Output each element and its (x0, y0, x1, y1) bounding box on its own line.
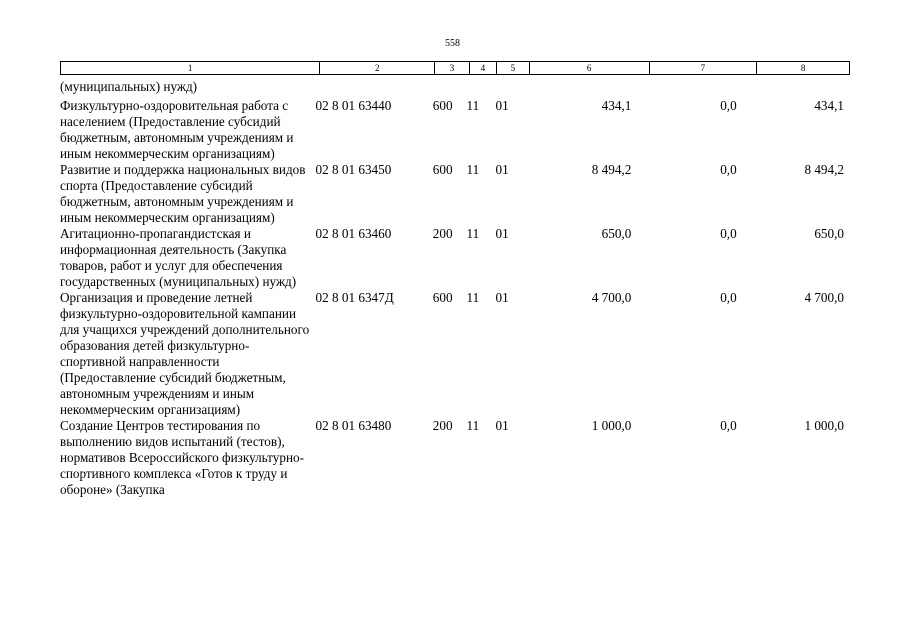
cell-rz: 11 (466, 290, 480, 305)
cell-vr: 600 (432, 290, 453, 305)
header-col-4: 4 (470, 62, 497, 74)
cell-pr: 01 (495, 226, 509, 241)
cell-pr: 01 (495, 98, 509, 113)
cell-pr (486, 79, 518, 95)
cell-name: Агитационно-пропагандистская и информационная деятельность (Закупка товаров, работ и услуг для обеспечения государственных (муниципальных) нужд) (60, 226, 297, 289)
cell-col8: 650,0 (814, 226, 844, 241)
header-col-3: 3 (435, 62, 470, 74)
cell-col8: 4 700,0 (804, 290, 844, 305)
cell-name: (муниципальных) нужд) (60, 79, 198, 94)
cell-col7: 0,0 (720, 290, 737, 305)
table-row (60, 226, 850, 290)
cell-pr: 01 (495, 290, 509, 305)
cell-pr: 01 (495, 418, 509, 433)
table-body (60, 79, 850, 498)
cell-code: 02 8 01 63440 (315, 98, 392, 113)
cell-col8: 434,1 (814, 98, 844, 113)
cell-rz (460, 79, 486, 95)
cell-col7: 0,0 (720, 418, 737, 433)
cell-col6 (518, 79, 635, 95)
table-row (60, 79, 850, 95)
table-header (60, 61, 850, 75)
cell-col7: 0,0 (720, 98, 737, 113)
cell-code: 02 8 01 63480 (315, 418, 392, 433)
cell-col8 (741, 79, 850, 95)
header-col-2: 2 (320, 62, 435, 74)
cell-code: 02 8 01 6347Д (315, 290, 394, 305)
cell-vr: 200 (432, 226, 453, 241)
cell-col6: 4 700,0 (591, 290, 632, 305)
cell-vr (426, 79, 460, 95)
table-row (60, 162, 850, 226)
header-col-8: 8 (800, 63, 806, 73)
header-col-7: 7 (650, 62, 758, 74)
table-row (60, 290, 850, 418)
cell-col7: 0,0 (720, 162, 737, 177)
table-row (60, 418, 850, 498)
cell-col6: 1 000,0 (591, 418, 632, 433)
page-number: 558 (445, 38, 460, 49)
cell-code (313, 79, 425, 95)
cell-name: Создание Центров тестирования по выполнению видов испытаний (тестов), нормативов Всероссийского физкультурно-спортивного комплекса «Готов к труду и обороне» (Закупка (60, 418, 304, 497)
cell-vr: 600 (432, 162, 453, 177)
cell-col6: 650,0 (601, 226, 632, 241)
cell-code: 02 8 01 63460 (315, 226, 392, 241)
cell-col7 (635, 79, 740, 95)
cell-col7: 0,0 (720, 226, 737, 241)
header-col-5: 5 (497, 62, 530, 74)
cell-rz: 11 (466, 162, 480, 177)
cell-col6: 8 494,2 (591, 162, 632, 177)
cell-rz: 11 (466, 226, 480, 241)
cell-pr: 01 (495, 162, 509, 177)
cell-code: 02 8 01 63450 (315, 162, 392, 177)
table-row (60, 98, 850, 162)
cell-col8: 1 000,0 (804, 418, 844, 433)
cell-name: Физкультурно-оздоровительная работа с населением (Предоставление субсидий бюджетным, автономным учреждениям и иным некоммерческим организациям) (60, 98, 294, 161)
cell-vr: 600 (432, 98, 453, 113)
cell-rz: 11 (466, 98, 480, 113)
cell-name: Организация и проведение летней физкультурно-оздоровительной кампании для учащихся учреждений дополнительного образования детей физкультурно-спортивной направленности (Предоставление субсидий бюджетным, автономным учреждениям и иным некоммерческим организациям) (60, 290, 310, 417)
header-col-6: 6 (530, 62, 650, 74)
cell-vr: 200 (432, 418, 453, 433)
cell-name: Развитие и поддержка национальных видов спорта (Предоставление субсидий бюджетным, автономным учреждениям и иным некоммерческим организациям) (60, 162, 306, 225)
cell-col8: 8 494,2 (804, 162, 844, 177)
cell-rz: 11 (466, 418, 480, 433)
header-col-1: 1 (61, 62, 320, 74)
cell-col6: 434,1 (601, 98, 632, 113)
